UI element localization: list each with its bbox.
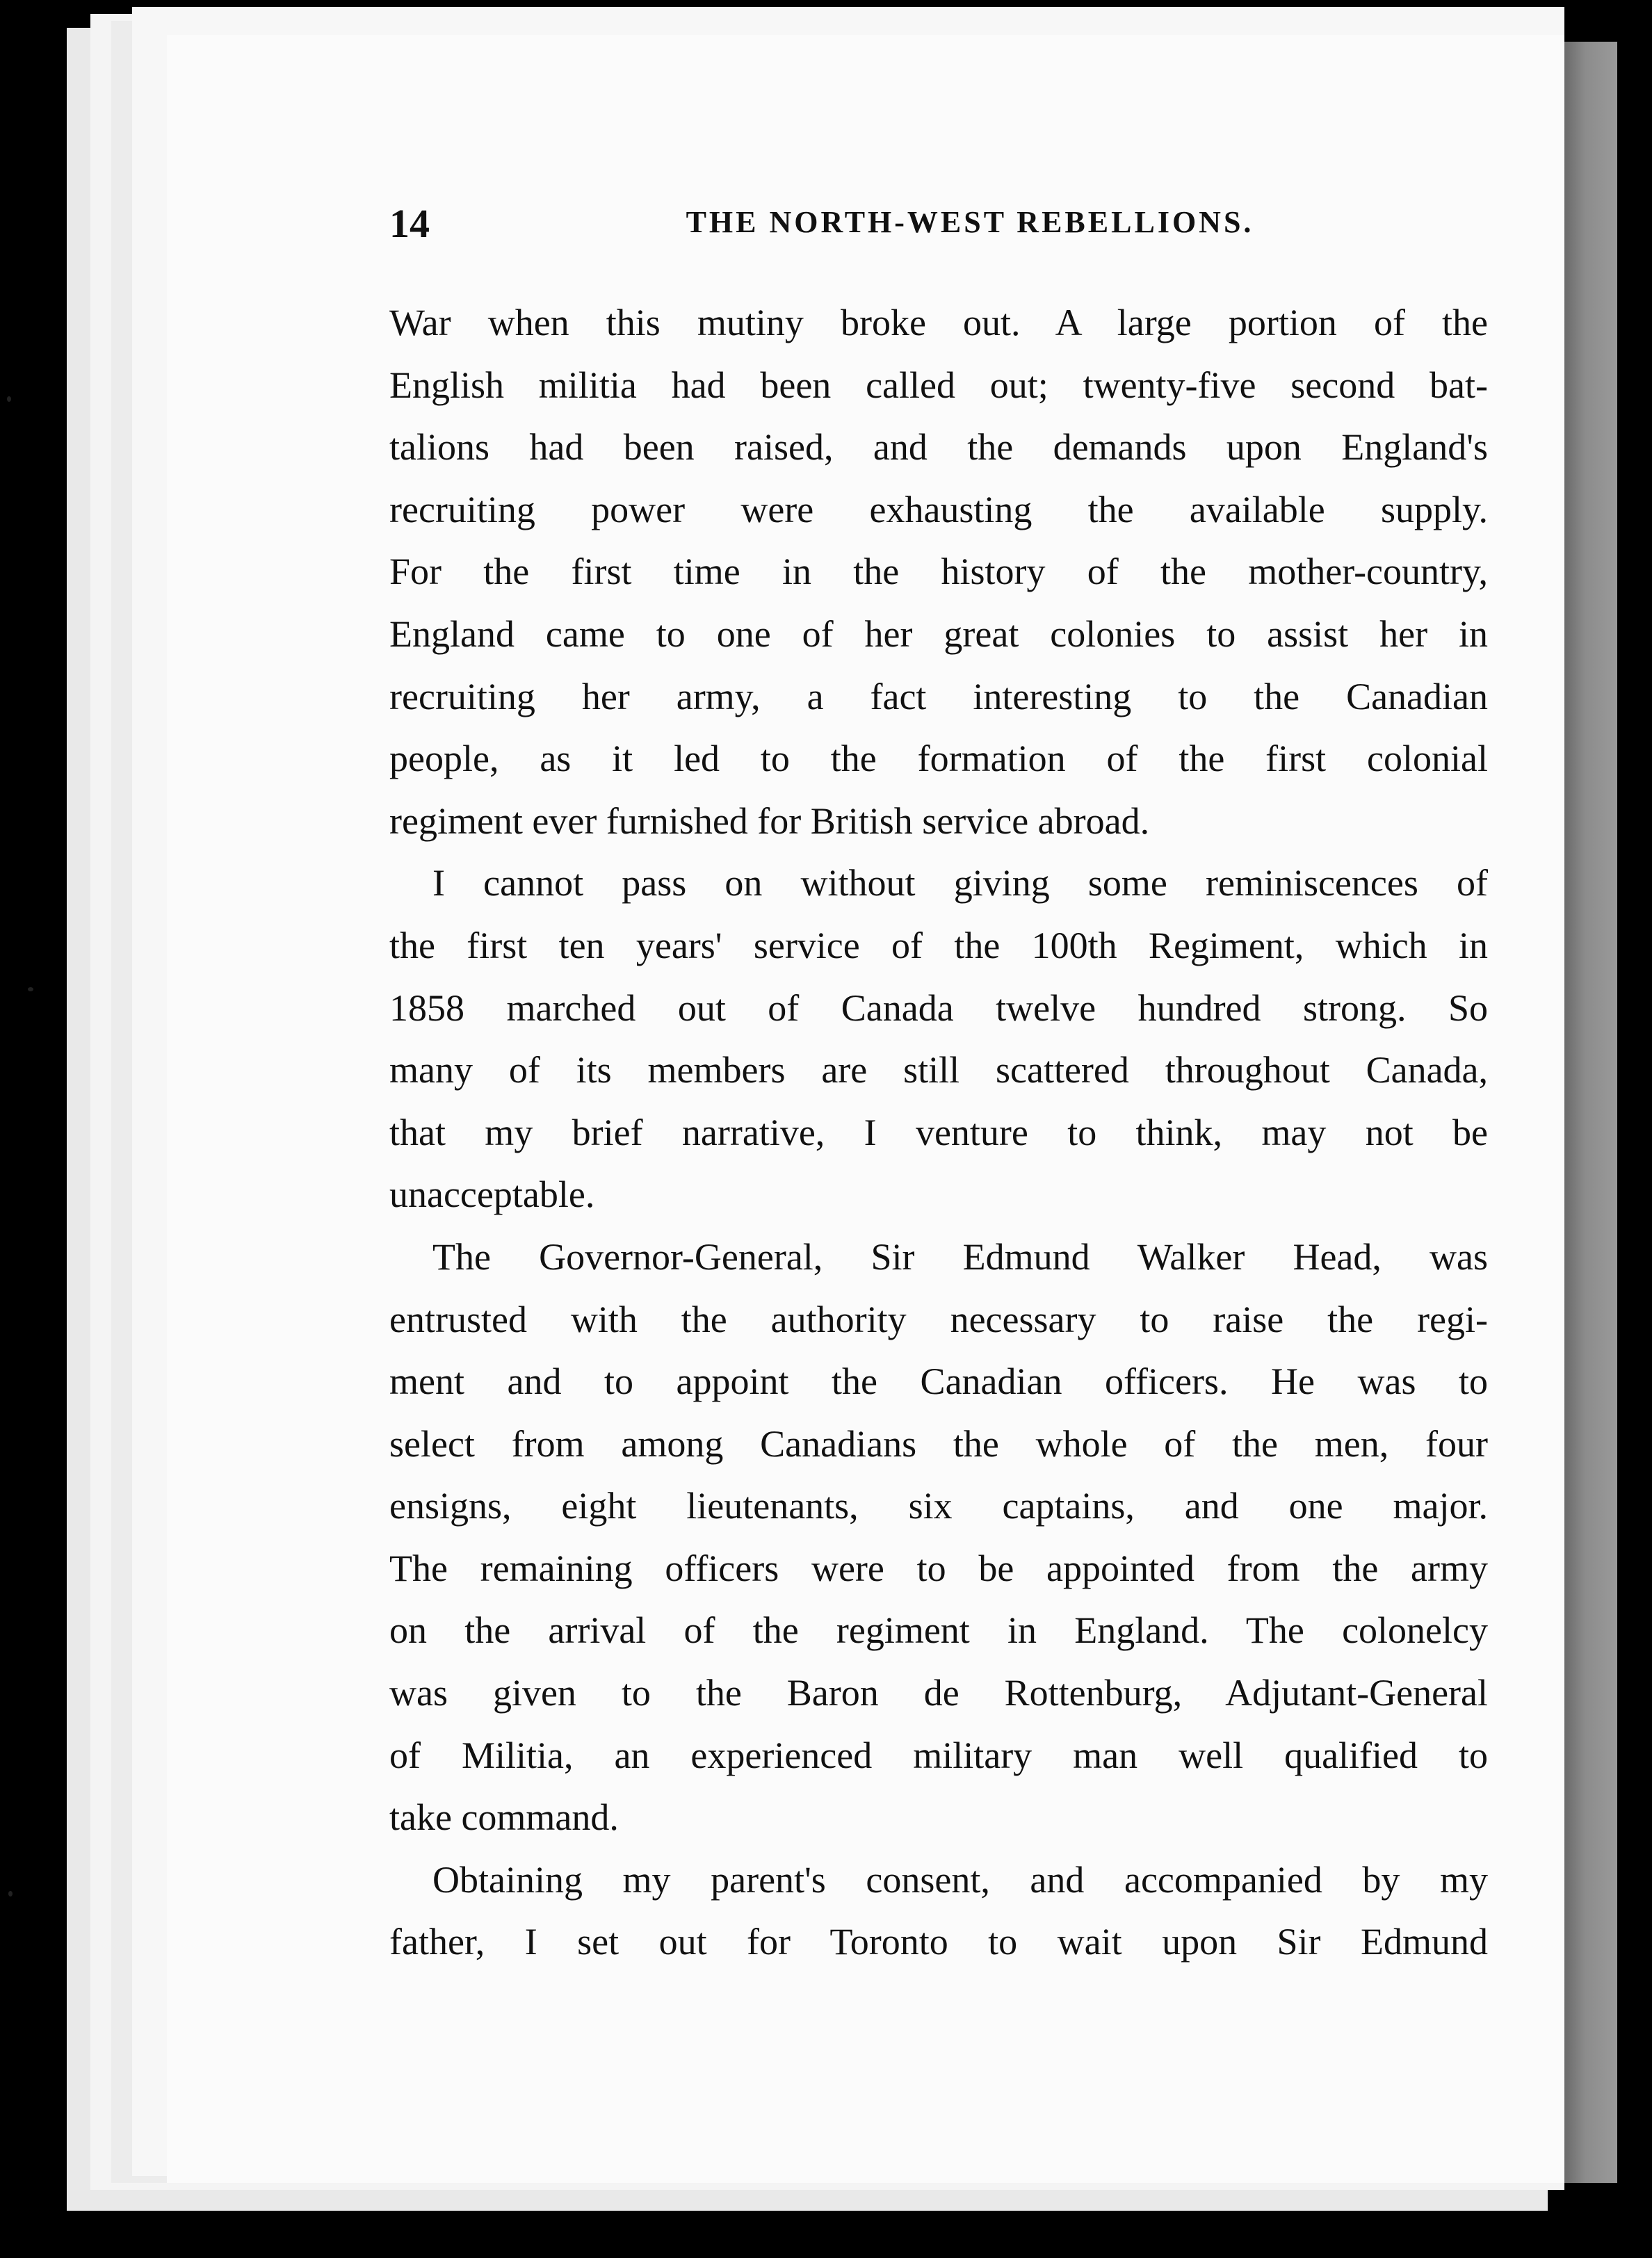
scan-speck (28, 987, 33, 991)
text-line: talions had been raised, and the demands upon England's (389, 426, 1488, 469)
text-line: recruiting her army, a fact interesting to the Canadian (389, 675, 1488, 717)
text-line: was given to the Baron de Rottenburg, Adjutant-General (389, 1672, 1488, 1714)
text-line: on the arrival of the regiment in England. The colonelcy (389, 1609, 1488, 1652)
text-line: people, as it led to the formation of the first colonial (389, 738, 1488, 780)
scan-speck (8, 1891, 13, 1896)
paragraph (389, 292, 1488, 852)
text-line: Obtaining my parent's consent, and accompanied by my (432, 1858, 1488, 1901)
body-text (389, 292, 1488, 1974)
text-line: ment and to appoint the Canadian officers. He was to (389, 1361, 1488, 1403)
text-line: regiment ever furnished for British service abroad. (389, 799, 1150, 842)
text-line: 1858 marched out of Canada twelve hundred strong. So (389, 986, 1488, 1029)
text-line: The Governor-General, Sir Edmund Walker Head, was (432, 1235, 1488, 1278)
scan-speck (7, 396, 11, 402)
text-line: the first ten years' service of the 100th Regiment, which in (389, 924, 1488, 966)
paragraph (389, 1226, 1488, 1849)
text-line: England came to one of her great colonies to assist her in (389, 612, 1488, 655)
paragraph (389, 1849, 1488, 1974)
text-line: take command. (389, 1796, 619, 1839)
page-number: 14 (389, 201, 430, 246)
text-line: English militia had been called out; twenty-five second bat- (389, 364, 1488, 406)
text-line: of Militia, an experienced military man well qualified to (389, 1734, 1488, 1776)
running-title: THE NORTH-WEST REBELLIONS. (686, 205, 1254, 239)
text-line: The remaining officers were to be appointed from the army (389, 1547, 1488, 1589)
paragraph (389, 852, 1488, 1226)
text-line: that my brief narrative, I venture to think, may not be (389, 1111, 1488, 1153)
text-line: War when this mutiny broke out. A large portion of the (389, 302, 1488, 343)
text-line: I cannot pass on without giving some reminiscences of (432, 862, 1488, 904)
text-line: many of its members are still scattered throughout Canada, (389, 1049, 1488, 1091)
page-header (389, 200, 1488, 249)
text-line: father, I set out for Toronto to wait upon Sir Edmund (389, 1921, 1488, 1963)
text-line: For the first time in the history of the mother-country, (389, 551, 1488, 593)
text-line: unacceptable. (389, 1173, 595, 1216)
page-gutter (1564, 42, 1617, 2183)
text-line: entrusted with the authority necessary to raise the regi- (389, 1298, 1488, 1340)
text-line: ensigns, eight lieutenants, six captains, and one major. (389, 1485, 1488, 1527)
text-line: recruiting power were exhausting the available supply. (389, 488, 1488, 530)
text-line: select from among Canadians the whole of the men, four (389, 1422, 1488, 1465)
